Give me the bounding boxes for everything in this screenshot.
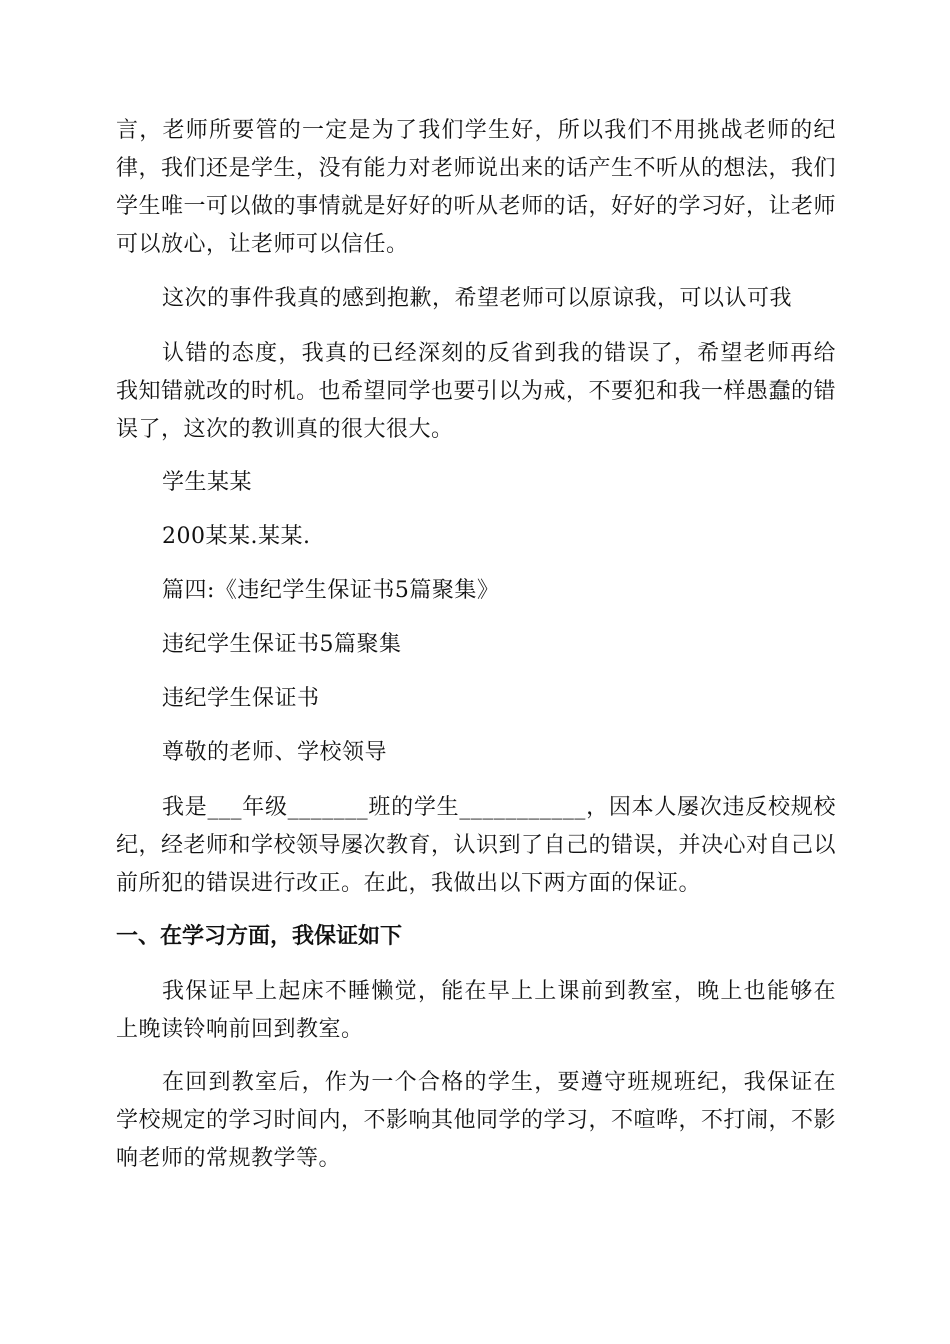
paragraph-apology: 这次的事件我真的感到抱歉，希望老师可以原谅我，可以认可我 [162,286,793,311]
paragraph-discipline: 在回到教室后，作为一个合格的学生，要遵守班规班纪，我保证在学校规定的学习时间内，不影响其他同学的学习，不喧哗，不打闹，不影响老师的常规教学等。 [116,1070,837,1171]
document-title: 违纪学生保证书 [162,686,320,711]
salutation: 尊敬的老师、学校领导 [162,740,388,765]
heading-study: 一、在学习方面，我保证如下 [116,924,403,949]
collection-title: 违纪学生保证书5篇聚集 [162,632,402,657]
section-title: 篇四:《违纪学生保证书5篇聚集》 [162,578,500,603]
date: 200某某.某某. [162,524,311,549]
paragraph-pledge-intro: 我是___年级_______班的学生___________，因本人屡次违反校规校纪，经老师和学校领导屡次教育，认识到了自己的错误，并决心对自己以前所犯的错误进行改正。在此，我做出以下两方面的保证。 [116,795,837,896]
paragraph-1: 言，老师所要管的一定是为了我们学生好，所以我们不用挑战老师的纪律，我们还是学生，没有能力对老师说出来的话产生不听从的想法，我们学生唯一可以做的事情就是好好的听从老师的话，好好的学习好，让老师可以放心，让老师可以信任。 [116,118,837,257]
paragraph-admission: 认错的态度，我真的已经深刻的反省到我的错误了，希望老师再给我知错就改的时机。也希望同学也要引以为戒，不要犯和我一样愚蠢的错误了，这次的教训真的很大很大。 [116,341,837,442]
paragraph-punctuality: 我保证早上起床不睡懒觉，能在早上上课前到教室，晚上也能够在上晚读铃响前回到教室。 [116,979,836,1042]
signature: 学生某某 [162,470,253,495]
